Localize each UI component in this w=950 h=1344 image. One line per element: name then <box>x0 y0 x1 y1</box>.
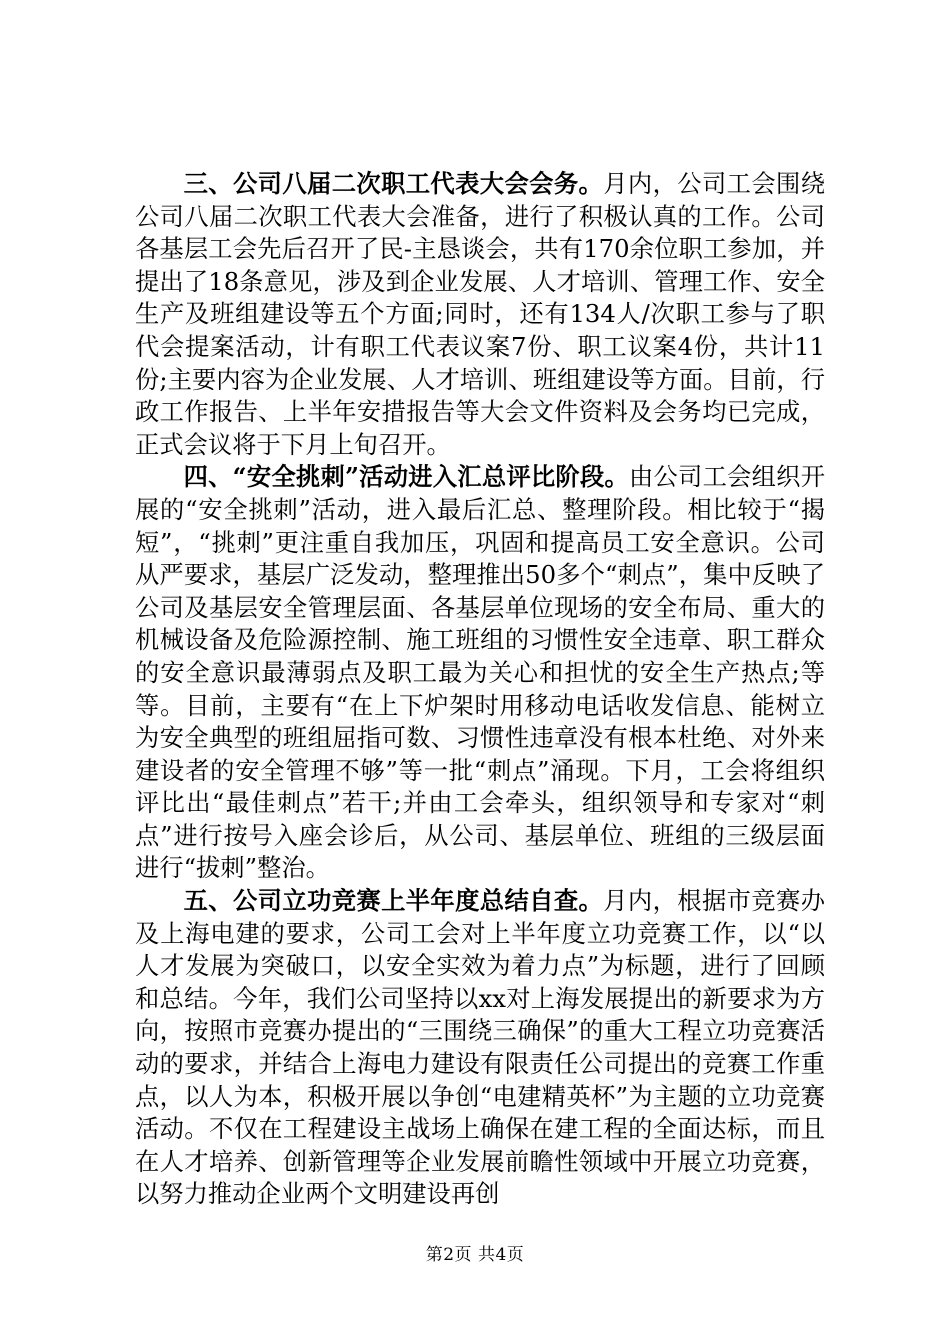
section-three-body: 月内，公司工会围绕公司八届二次职工代表大会准备，进行了积极认真的工作。公司各基层工会先后召开了民-主恳谈会，共有170余位职工参加，并提出了18条意见，涉及到企业发展、人才培训、管理工作、安全生产及班组建设等五个方面;同时，还有134人/次职工参与了职代会提案活动，计有职工代表议案7份、职工议案4份，共计11份;主要内容为企业发展、人才培训、班组建设等方面。目前，行政工作报告、上半年安措报告等大会文件资料及会务均已完成，正式会议将于下月上旬召开。 <box>135 169 826 459</box>
section-three <box>135 168 825 461</box>
section-five-body: 月内，根据市竞赛办及上海电建的要求，公司工会对上半年度立功竞赛工作，以“以人才发展为突破口，以安全实效为着力点”为标题，进行了回顾和总结。今年，我们公司坚持以xx对上海发展提出的新要求为方向，按照市竞赛办提出的“三围绕三确保”的重大工程立功竞赛活动的要求，并结合上海电力建设有限责任公司提出的竞赛工作重点，以人为本，积极开展以争创“电建精英杯”为主题的立功竞赛活动。不仅在工程建设主战场上确保在建工程的全面达标，而且在人才培养、创新管理等企业发展前瞻性领域中开展立功竞赛，以努力推动企业两个文明建设再创 <box>135 886 826 1209</box>
section-five <box>135 885 825 1211</box>
section-four-heading: 四、“安全挑刺”活动进入汇总评比阶段。 <box>183 462 629 492</box>
page-footer: 第2页 共4页 <box>425 1245 525 1265</box>
section-three-heading: 三、公司八届二次职工代表大会会务。 <box>183 169 604 198</box>
section-four-body: 由公司工会组织开展的“安全挑刺”活动，进入最后汇总、整理阶段。相比较于“揭短”，“挑刺”更注重自我加压，巩固和提高员工安全意识。公司从严要求，基层广泛发动，整理推出50多个“刺点”，集中反映了公司及基层安全管理层面、各基层单位现场的安全布局、重大的机械设备及危险源控制、施工班组的习惯性安全违章、职工群众的安全意识最薄弱点及职工最为关心和担忧的安全生产热点;等等。目前，主要有“在上下炉架时用移动电话收发信息、能树立为安全典型的班组屈指可数、习惯性违章没有根本杜绝、对外来建设者的安全管理不够”等一批“刺点”涌现。下月，工会将组织评比出“最佳刺点”若干;并由工会牵头，组织领导和专家对“刺点”进行按号入座会诊后，从公司、基层单位、班组的三级层面进行“拔刺”整治。 <box>135 462 825 883</box>
document-body <box>135 168 825 1211</box>
section-four <box>135 461 825 885</box>
section-five-heading: 五、公司立功竞赛上半年度总结自查。 <box>183 886 604 916</box>
